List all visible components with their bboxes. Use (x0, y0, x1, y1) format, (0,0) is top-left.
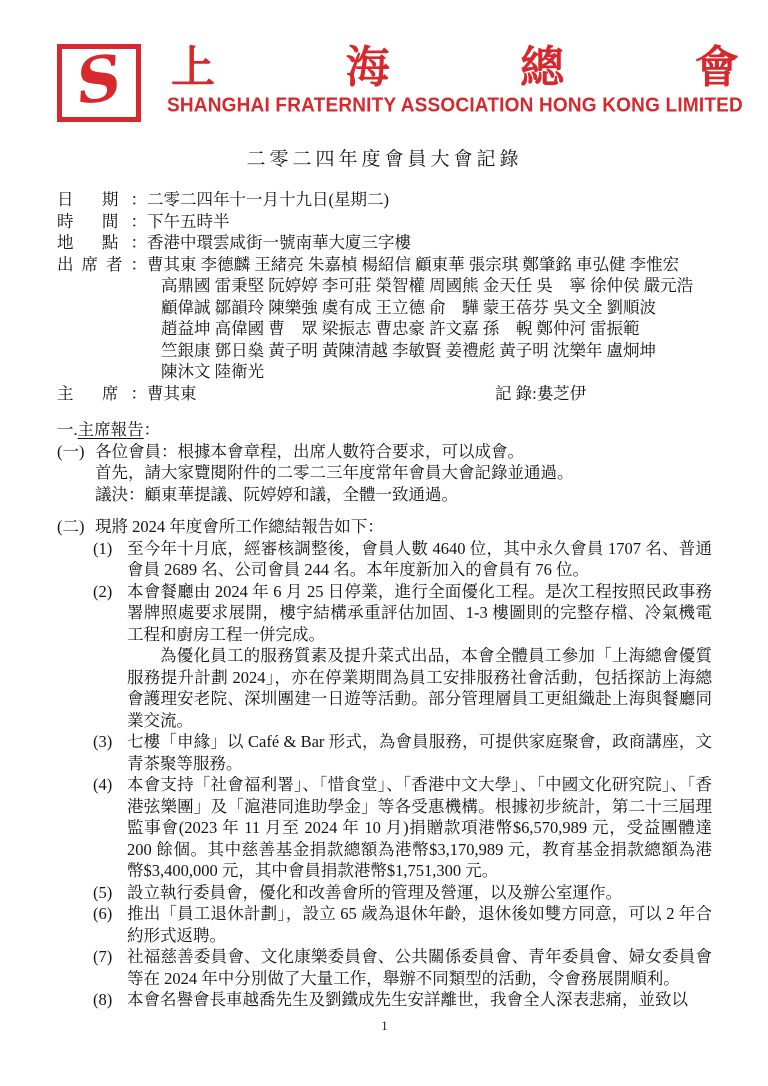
item-2-label: (二) (57, 517, 85, 536)
chair-row (57, 383, 712, 405)
section-number: 一. (57, 420, 78, 439)
attendee-line: 顧偉誠 鄒韻玲 陳樂強 虞有成 王立德 俞 驊 蒙王蓓芬 吳文全 劉順波 (161, 297, 656, 317)
org-logo (57, 40, 141, 122)
recorder (495, 383, 586, 405)
point-paragraph: 本會支持「社會福利署」、「惜食堂」、「香港中文大學」、「中國文化研究院」、「香港弦樂團」及「滬港同進助學金」等各受惠機構。根據初步統計，第二十三屆理監事會(2023 年 11 月至 2024 年 10 月)捐贈款項港幣$6,570,989 元，受益團體達 200 餘個。其中慈善基金捐款總額為港幣$3,170,989 元，教育基金捐款總額為港幣$3,400,000 元，其中會員捐款港幣$1,751,300 元。 (127, 775, 712, 880)
point-text (127, 989, 712, 1011)
report-point (93, 882, 712, 904)
report-point (93, 581, 712, 732)
meta-row-date (57, 189, 712, 211)
point-text (127, 903, 712, 946)
org-name-zh (167, 44, 743, 92)
meta-value-location: 香港中環雲咸街一號南華大廈三字樓 (147, 233, 411, 252)
report-point (93, 538, 712, 581)
org-name-en: SHANGHAI FRATERNITY ASSOCIATION HONG KONG LIMITED (167, 93, 743, 117)
recorder-value: 婁芝伊 (536, 383, 587, 403)
report-point (93, 903, 712, 946)
report-point (93, 946, 712, 989)
point-number: (1) (93, 538, 113, 558)
chair-value: 曹其東 (147, 383, 197, 403)
point-number: (2) (93, 581, 113, 601)
point-paragraph: 七樓「申緣」以 Café & Bar 形式，為會員服務，可提供家庭聚會，政商講座，文青茶聚等服務。 (127, 732, 712, 773)
attendee-line: 竺銀康 鄧日燊 黃子明 黃陳清越 李敏賢 姜禮彪 黃子明 沈樂年 盧炯坤 (161, 340, 656, 360)
point-paragraph: 本會餐廳由 2024 年 6 月 25 日停業，進行全面優化工程。是次工程按照民政事務署牌照處要求展開，樓宇結構承重評估加固、1-3 樓圖則的完整存檔、冷氣機電工程和廚房工程一併完成。 (127, 581, 712, 644)
recorder-label: 記 錄: (495, 383, 537, 403)
point-text (127, 774, 712, 882)
doc-title: 二零二四年度會員大會記錄 (246, 149, 523, 170)
item-1-line: 各位會員：根據本會章程，出席人數符合要求，可以成會。 (95, 441, 524, 461)
item-1-line: 首先，請大家覽閱附件的二零二三年度常年會員大會記錄並通過。 (95, 463, 574, 482)
point-paragraph: 設立執行委員會，優化和改善會所的管理及營運，以及辦公室運作。 (127, 882, 622, 902)
point-text (127, 882, 712, 904)
point-number: (8) (93, 990, 113, 1009)
section-heading (57, 419, 712, 441)
meta-row-time (57, 211, 712, 233)
point-text (127, 581, 712, 732)
meta-row-location (57, 232, 712, 254)
chair-label: 主 席： (57, 383, 147, 403)
org-zh-char: 總 (520, 43, 565, 92)
point-paragraph: 推出「員工退休計劃」，設立 65 歲為退休年齡，退休後如雙方同意，可以 2 年合約形式返聘。 (127, 904, 712, 945)
meta-label-location: 地 點： (57, 233, 147, 252)
org-name-block (167, 44, 743, 116)
letterhead (57, 40, 743, 122)
meta-value-date: 二零二四年十一月十九日(星期二) (147, 190, 389, 209)
logo-s-letter: S (71, 40, 126, 119)
meta-label-time: 時 間： (57, 211, 147, 231)
attendee-line: 高鼎國 雷秉堅 阮婷婷 李可莊 榮智權 周國熊 金天任 吳 寧 徐仲侯 嚴元浩 (161, 276, 694, 295)
attendee-line: 陳沐文 陸衛光 (161, 362, 265, 381)
point-number: (4) (93, 775, 113, 794)
attendee-line: 曹其東 李德麟 王緒亮 朱嘉楨 楊紹信 顧東華 張宗琪 鄭肇銘 車弘健 李惟宏 (147, 254, 680, 274)
attendee-line: 趙益坤 高偉國 曹 眾 梁振志 曹忠豪 許文嘉 孫 輗 鄭仲河 雷振範 (161, 319, 640, 338)
attendees-label: 出席者： (57, 254, 147, 274)
item-1-body (95, 441, 712, 506)
org-zh-char: 上 (171, 43, 215, 92)
item-2 (57, 516, 712, 538)
report-point (93, 989, 712, 1011)
item-1-line: 議決：顧東華提議、阮婷婷和議，全體一致通過。 (95, 484, 458, 504)
point-text (127, 731, 712, 774)
report-points (57, 538, 712, 1011)
point-text (127, 946, 712, 989)
item-2-intro: 現將 2024 年度會所工作總結報告如下： (95, 517, 384, 536)
point-number: (6) (93, 904, 113, 923)
point-paragraph: 為優化員工的服務質素及提升菜式出品，本會全體員工參加「上海總會優質服務提升計劃 2024」，亦在停業期間為員工安排服務社會活動，包括探訪上海總會護理安老院、深圳團建一日遊等活動。部分管理層員工更組織赴上海與餐廳同業交流。 (127, 646, 712, 730)
org-zh-char: 海 (345, 43, 390, 92)
point-number: (3) (93, 732, 113, 751)
report-point (93, 774, 712, 882)
point-text (127, 538, 712, 581)
report-point (93, 731, 712, 774)
section-heading-text: 主席報告 (77, 420, 144, 439)
attendees-block (57, 254, 712, 383)
point-number: (5) (93, 882, 113, 902)
section-heading-colon: ： (143, 420, 161, 439)
meta-label-date: 日 期： (57, 190, 147, 209)
org-zh-char: 會 (694, 43, 739, 92)
point-paragraph: 本會名譽會長車越喬先生及劉鐵成先生安詳離世，我會全人深表悲痛，並致以 (127, 990, 688, 1009)
attendees-lines (147, 254, 712, 383)
item-1 (57, 441, 712, 506)
point-paragraph: 社福慈善委員會、文化康樂委員會、公共關係委員會、青年委員會、婦女委員會等在 2024 年中分別做了大量工作，舉辦不同類型的活動，令會務展開順利。 (127, 947, 712, 988)
meta-block (57, 189, 712, 404)
meta-value-time: 下午五時半 (147, 211, 230, 231)
page-number: 1 (381, 1018, 388, 1033)
point-number: (7) (93, 947, 113, 966)
item-1-label: (一) (57, 441, 85, 461)
point-paragraph: 至今年十月底，經審核調整後，會員人數 4640 位，其中永久會員 1707 名、普通會員 2689 名、公司會員 244 名。本年度新加入的會員有 76 位。 (127, 538, 712, 579)
